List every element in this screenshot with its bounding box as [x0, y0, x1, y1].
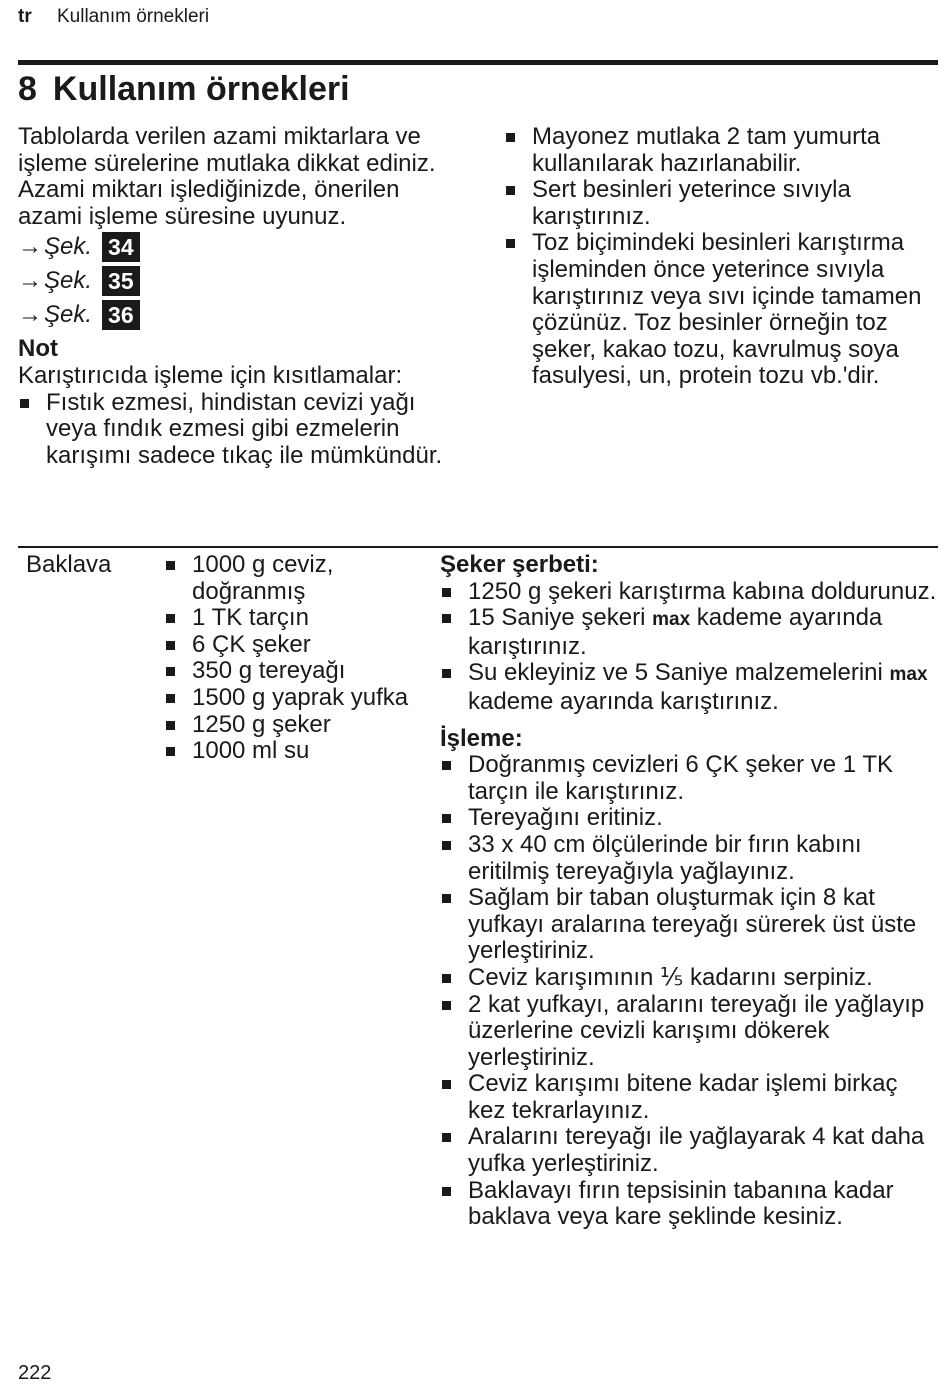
step-text: 15 Saniye şekeri — [468, 604, 653, 632]
processing-heading: İşleme: — [440, 724, 523, 752]
list-item: Fıstık ezmesi, hindistan cevizi yağı veya fındık ezmesi gibi ezmelerin karışımı sadece tıkaç ile mümkündür. — [18, 390, 458, 470]
step-item: Doğranmış cevizleri 6 ÇK şeker ve 1 TK tarçın ile karıştırınız. — [440, 752, 940, 805]
step-item: 2 kat yufkayı, aralarını tereyağı ile yağlayıp üzerlerine cevizli karışımı dökerek yerleştiriniz. — [440, 992, 940, 1072]
step-item — [440, 579, 940, 606]
ingredient-item: 1000 ml su — [164, 738, 424, 765]
max-setting-label: max — [889, 664, 928, 686]
header-divider — [18, 60, 938, 65]
list-item: Mayonez mutlaka 2 tam yumurta kullanılarak hazırlanabilir. — [504, 124, 944, 177]
figure-label: Şek. — [44, 301, 93, 329]
intro-paragraph: Tablolarda verilen azami miktarlara ve işleme sürelerine mutlaka dikkat ediniz. Azami miktarı işlediğinizde, önerilen azami işleme süresine uyunuz. — [18, 123, 436, 230]
arrow-icon: → — [18, 267, 42, 295]
ingredients-list — [164, 552, 424, 765]
note-heading: Not — [18, 335, 58, 363]
step-text: kademe ayarında karıştırınız. — [468, 687, 779, 715]
step-item: Sağlam bir taban oluşturmak için 8 kat yufkayı aralarına tereyağı sürerek üst üste yerleştiriniz. — [440, 885, 940, 965]
list-item: Toz biçimindeki besinleri karıştırma işleminden önce yeterince sıvıyla karıştırınız veya sıvı içinde tamamen çözünüz. Toz besinler örneğin toz şeker, kakao tozu, kavrulmuş soya fasulyesi, un, protein tozu vb.'dir. — [504, 230, 944, 390]
figure-label: Şek. — [44, 267, 93, 295]
arrow-icon: → — [18, 233, 42, 261]
step-item: Ceviz karışımı bitene kadar işlemi birkaç kez tekrarlayınız. — [440, 1071, 940, 1124]
page-number: 222 — [18, 1362, 52, 1384]
chapter-number: 8 — [18, 70, 37, 108]
chapter-title: Kullanım örnekleri — [52, 70, 350, 108]
ingredients-column — [164, 552, 424, 765]
step-item: Tereyağını eritiniz. — [440, 805, 940, 832]
ingredient-item: 6 ÇK şeker — [164, 632, 424, 659]
processing-steps-list — [440, 752, 940, 1231]
ingredient-item: 1000 g ceviz, doğranmış — [164, 552, 424, 605]
step-text: 1250 g şekeri karıştırma kabına doldurunuz. — [468, 577, 937, 605]
step-item — [440, 660, 940, 715]
step-item: 33 x 40 cm ölçülerinde bir fırın kabını eritilmiş tereyağıyla yağlayınız. — [440, 832, 940, 885]
figure-reference — [18, 298, 458, 332]
note-intro: Karıştırıcıda işleme için kısıtlamalar: — [18, 361, 403, 389]
header-section-title: Kullanım örnekleri — [57, 6, 210, 27]
ingredient-item: 1250 g şeker — [164, 712, 424, 739]
syrup-steps-list — [440, 579, 940, 716]
page-title — [18, 68, 350, 110]
ingredient-item: 350 g tereyağı — [164, 658, 424, 685]
syrup-heading: Şeker şerbeti: — [440, 551, 599, 578]
step-item: Baklavayı fırın tepsisinin tabanına kadar baklava veya kare şeklinde kesiniz. — [440, 1178, 940, 1231]
ingredient-item: 1500 g yaprak yufka — [164, 685, 424, 712]
recipe-name: Baklava — [26, 551, 112, 578]
max-setting-label: max — [652, 609, 691, 631]
figure-reference — [18, 264, 458, 298]
figure-label: Şek. — [44, 233, 93, 261]
step-text: Su ekleyiniz ve 5 Saniye malzemelerini — [468, 659, 890, 687]
note-list — [18, 390, 458, 470]
figure-number: 35 — [102, 266, 140, 296]
arrow-icon: → — [18, 301, 42, 329]
step-item: Aralarını tereyağı ile yağlayarak 4 kat daha yufka yerleştiriniz. — [440, 1124, 940, 1177]
list-item: Sert besinleri yeterince sıvıyla karıştırınız. — [504, 177, 944, 230]
figure-number: 36 — [102, 300, 140, 330]
figure-references — [18, 230, 458, 332]
figure-number: 34 — [102, 232, 140, 262]
step-item: Ceviz karışımının ⅕ kadarını serpiniz. — [440, 965, 940, 992]
intro-left-column — [18, 124, 458, 469]
step-text: kademe ayarında karıştırınız. — [468, 604, 883, 660]
language-code: tr — [18, 6, 32, 27]
ingredient-item: 1 TK tarçın — [164, 605, 424, 632]
intro-right-column — [504, 124, 944, 390]
recipe-divider — [18, 546, 938, 548]
restrictions-list — [504, 124, 944, 390]
figure-reference — [18, 230, 458, 264]
step-item — [440, 605, 940, 660]
steps-column — [440, 552, 940, 1231]
